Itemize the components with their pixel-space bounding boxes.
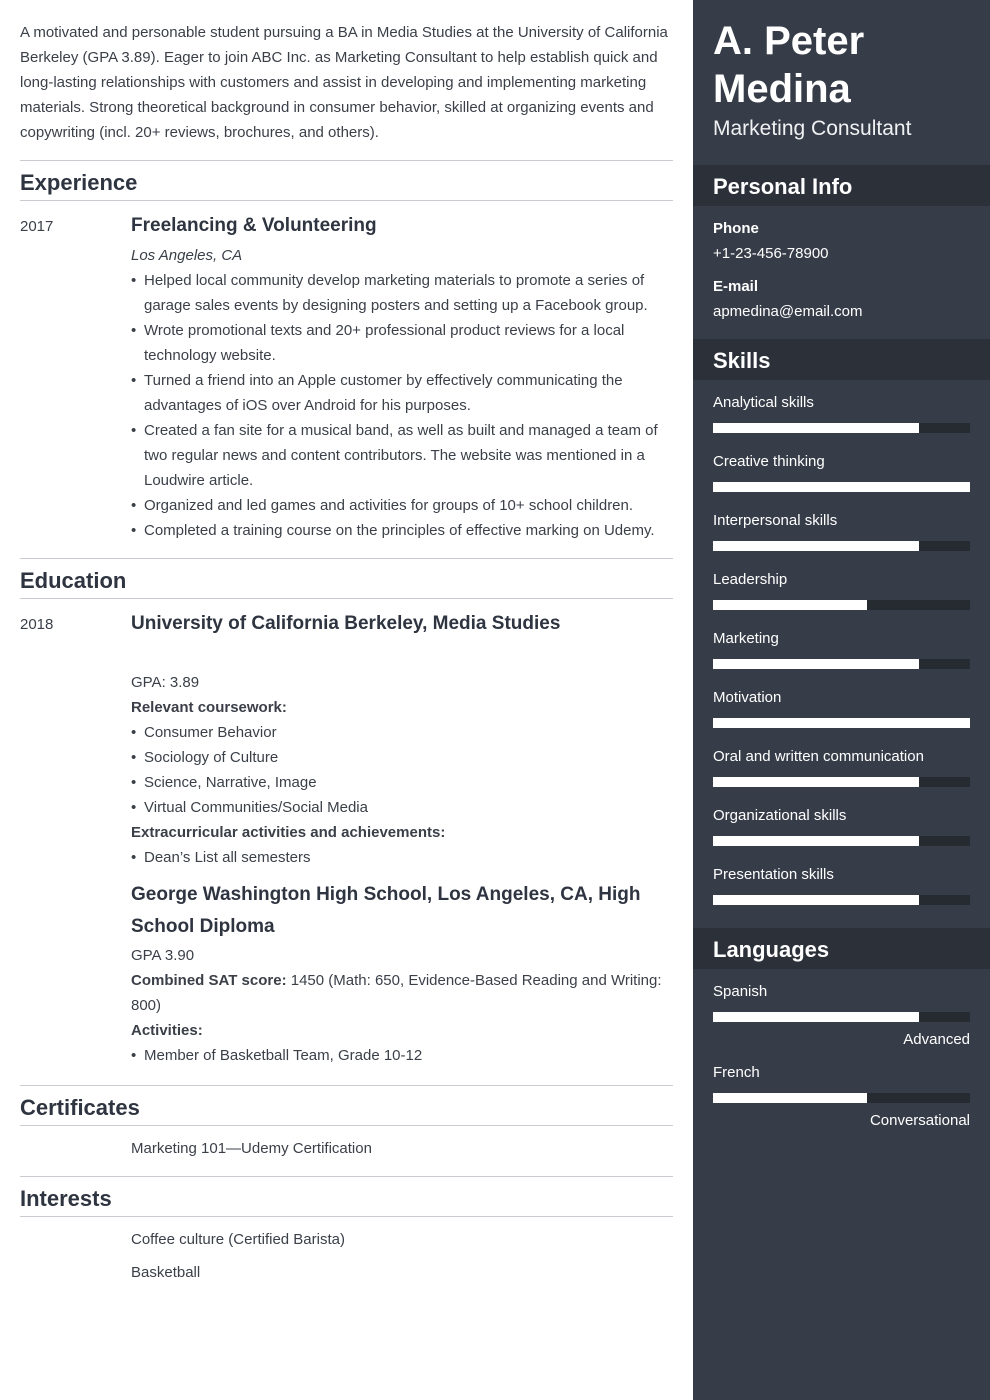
skill-bar-fill — [713, 895, 919, 905]
list-item: • Sociology of Culture — [131, 745, 673, 770]
language-label: Spanish — [713, 983, 768, 1000]
personal-info-heading — [693, 165, 990, 206]
languages-heading-text: Languages — [713, 937, 830, 962]
skill-bar-fill — [713, 836, 919, 846]
profile-summary: A motivated and personable student pursuing a BA in Media Studies at the University of California Berkeley (GPA 3.89). Eager to join ABC Inc. as Marketing Consultant to help establish quick and long-lasting relationships with customers and assist in developing and implementing marketing materials. Strong theoretical background in consumer behavior, skilled at organizing events and copywriting (incl. 20+ reviews, brochures, and others). — [20, 24, 668, 141]
certificate-item: Marketing 101—Udemy Certification — [131, 1140, 372, 1157]
skill-bar — [713, 541, 970, 551]
personal-info-heading-text: Personal Info — [713, 174, 853, 199]
skill-bar-fill — [713, 600, 867, 610]
skill-label: Marketing — [713, 630, 779, 647]
list-item: • Wrote promotional texts and 20+ professional product reviews for a local technology website. — [131, 318, 673, 368]
skill-bar — [713, 777, 970, 787]
activities-list — [131, 1043, 673, 1068]
education-year: 2018 — [20, 616, 54, 633]
interests-heading-text: Interests — [20, 1186, 112, 1211]
email-value: apmedina@email.com — [713, 303, 863, 320]
skill-bar-fill — [713, 718, 970, 728]
skill-bar — [713, 600, 970, 610]
candidate-role: Marketing Consultant — [713, 117, 912, 140]
skill-label: Creative thinking — [713, 453, 825, 470]
experience-year: 2017 — [20, 218, 54, 235]
language-label: French — [713, 1064, 760, 1081]
experience-title: Freelancing & Volunteering — [131, 215, 377, 236]
skills-heading — [693, 339, 990, 380]
certificates-heading-text: Certificates — [20, 1095, 140, 1120]
skill-bar — [713, 718, 970, 728]
skill-label: Interpersonal skills — [713, 512, 838, 529]
skill-bar — [713, 423, 970, 433]
education-heading — [20, 558, 673, 599]
extracurricular-list — [131, 845, 673, 870]
list-item: • Organized and led games and activities for groups of 10+ school children. — [131, 493, 673, 518]
phone-label: Phone — [713, 220, 759, 237]
high-school-title: George Washington High School, Los Angeles, CA, High School Diploma — [131, 884, 641, 937]
list-item: • Science, Narrative, Image — [131, 770, 673, 795]
candidate-name: A. Peter Medina — [713, 19, 865, 111]
coursework-label: Relevant coursework: — [131, 699, 287, 716]
skill-label: Motivation — [713, 689, 782, 706]
skill-bar-fill — [713, 659, 919, 669]
language-bar — [713, 1012, 970, 1022]
experience-entry — [131, 210, 673, 543]
skill-bar-fill — [713, 482, 970, 492]
email-label: E-mail — [713, 278, 759, 295]
skill-bar-fill — [713, 423, 919, 433]
education-entry — [131, 608, 673, 1068]
skill-bar — [713, 659, 970, 669]
sidebar — [693, 0, 990, 1400]
language-level: Conversational — [869, 1112, 970, 1129]
list-item: • Consumer Behavior — [131, 720, 673, 745]
language-level: Advanced — [903, 1031, 970, 1048]
interest-item: Coffee culture (Certified Barista) — [131, 1231, 345, 1248]
skill-bar — [713, 482, 970, 492]
languages-heading — [693, 928, 990, 969]
skill-label: Oral and written communication — [713, 748, 924, 765]
skill-bar — [713, 895, 970, 905]
extracurricular-label: Extracurricular activities and achievements: — [131, 824, 446, 841]
language-bar-fill — [713, 1012, 919, 1022]
list-item: • Turned a friend into an Apple customer by effectively communicating the advantages of iOS over Android for his purposes. — [131, 368, 673, 418]
list-item: • Created a fan site for a musical band, as well as built and managed a team of two regular news and content contributors. The website was mentioned in a Loudwire article. — [131, 418, 673, 493]
list-item: • Member of Basketball Team, Grade 10-12 — [131, 1043, 673, 1068]
coursework-list — [131, 720, 673, 820]
experience-heading-text: Experience — [20, 170, 138, 195]
sat-score — [131, 968, 673, 1018]
skill-label: Organizational skills — [713, 807, 847, 824]
high-school-gpa: GPA 3.90 — [131, 947, 195, 964]
list-item: • Completed a training course on the principles of effective marking on Udemy. — [131, 518, 673, 543]
skill-label: Presentation skills — [713, 866, 834, 883]
experience-bullets — [131, 268, 673, 543]
education-heading-text: Education — [20, 568, 127, 593]
language-bar — [713, 1093, 970, 1103]
university-title: University of California Berkeley, Media Studies — [131, 613, 561, 634]
university-gpa: GPA: 3.89 — [131, 674, 200, 691]
activities-label: Activities: — [131, 1022, 203, 1039]
phone-value: +1-23-456-78900 — [713, 245, 829, 262]
skills-heading-text: Skills — [713, 348, 771, 373]
skill-label: Analytical skills — [713, 394, 814, 411]
list-item: • Helped local community develop marketing materials to promote a series of garage sales events by designing posters and setting up a Facebook group. — [131, 268, 673, 318]
skill-bar-fill — [713, 777, 919, 787]
experience-location: Los Angeles, CA — [131, 247, 243, 264]
sat-value: 1450 (Math: 650, Evidence-Based Reading and Writing: 800) — [131, 972, 662, 1014]
skill-bar-fill — [713, 541, 919, 551]
language-bar-fill — [713, 1093, 867, 1103]
list-item: • Dean’s List all semesters — [131, 845, 673, 870]
interests-heading — [20, 1176, 673, 1217]
skill-bar — [713, 836, 970, 846]
interest-item: Basketball — [131, 1264, 201, 1281]
skill-label: Leadership — [713, 571, 788, 588]
experience-heading — [20, 160, 673, 201]
certificates-heading — [20, 1085, 673, 1126]
sat-label: Combined SAT score: — [131, 972, 287, 989]
list-item: • Virtual Communities/Social Media — [131, 795, 673, 820]
